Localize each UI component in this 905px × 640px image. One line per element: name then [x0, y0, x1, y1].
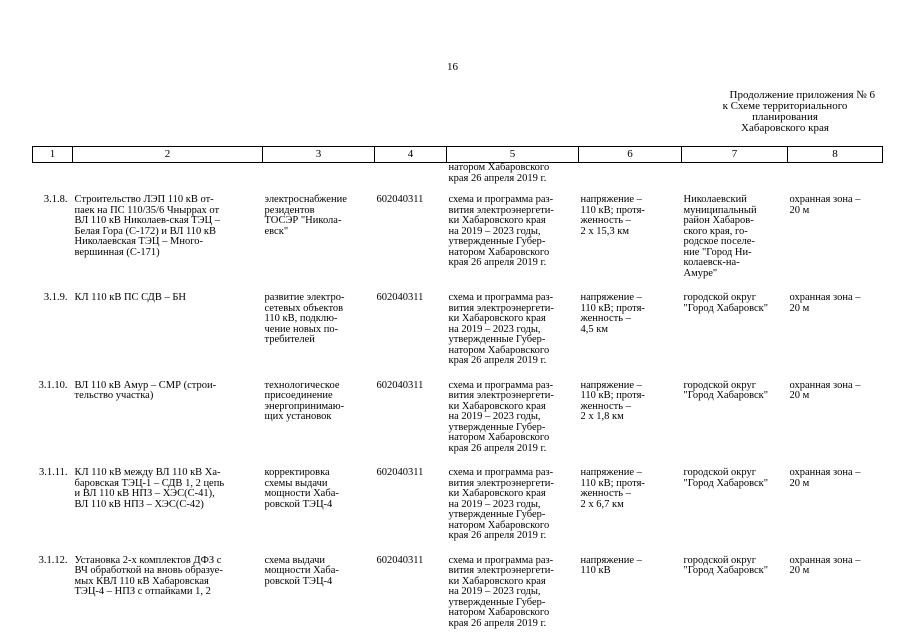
row-number: 3.1.8.: [43, 194, 68, 205]
object-basis: схема и программа раз- вития электроэнергети- ки Хабаровского края на 2019 – 2023 годы, утвержденные Губер- натором Хабаровского края 26 апреля 2019 г.: [448, 467, 554, 541]
row-number: 3.1.12.: [38, 554, 68, 566]
column-header: 3: [263, 147, 375, 163]
object-location: городской округ "Город Хабаровск": [683, 379, 769, 401]
object-name: КЛ 110 кВ между ВЛ 110 кВ Ха- баровская ТЭЦ-1 – СДВ 1, 2 цепь и ВЛ 110 кВ НПЗ – ХЭС(С-41), ВЛ 110 кВ НПЗ – ХЭС(С-42): [74, 467, 225, 510]
table-row: [33, 552, 883, 640]
object-basis: схема и программа раз- вития электроэнергети- ки Хабаровского края на 2019 – 2023 годы, утвержденные Губер- натором Хабаровского края 26 апреля 2019 г.: [448, 379, 554, 454]
object-zone: охранная зона – 20 м: [789, 467, 861, 489]
object-location: городской округ "Город Хабаровск": [683, 554, 769, 576]
appendix-line-1: Продолжение приложения № 6: [729, 89, 875, 101]
column-header: 4: [375, 147, 447, 163]
table-row: [33, 377, 883, 465]
object-name: КЛ 110 кВ ПС СДВ – БН: [74, 292, 186, 303]
table-row: [33, 464, 883, 552]
object-name: Установка 2-х комплектов ДФЗ с ВЧ обработкой на вновь образуе- мых КВЛ 110 кВ Хабаровская ТЭЦ-4 – НПЗ с отпайками 1, 2: [74, 554, 223, 597]
row-number: 3.1.11.: [39, 467, 68, 478]
row-number: 3.1.10.: [38, 379, 68, 391]
continuation-cell: натором Хабаровского края 26 апреля 2019 г.: [448, 162, 550, 184]
object-location: Николаевский муниципальный район Хабаров- ского края, го- родское поселе- ние "Город Ни- колаевск-на- Амуре": [683, 194, 757, 279]
object-purpose: технологическое присоединение энергопринимаю- щих установок: [264, 379, 345, 422]
object-basis: схема и программа раз- вития электроэнергети- ки Хабаровского края на 2019 – 2023 годы, утвержденные Губер- натором Хабаровского края 26 апреля 2019 г.: [448, 194, 554, 268]
table-header-row: [33, 147, 883, 163]
appendix-line-2: к Схеме территориального: [722, 100, 848, 112]
table-row: [33, 289, 883, 377]
continuation-row: [33, 163, 883, 192]
object-location: городской округ "Город Хабаровск": [683, 292, 769, 314]
object-purpose: корректировка схемы выдачи мощности Хаба- ровской ТЭЦ-4: [264, 467, 339, 510]
object-purpose: электроснабжение резидентов ТОСЭР "Никола- евск": [264, 194, 347, 237]
object-name: ВЛ 110 кВ Амур – СМР (строи- тельство участка): [74, 379, 217, 401]
column-header: 6: [579, 147, 682, 163]
object-name: Строительство ЛЭП 110 кВ от- паек на ПС 110/35/6 Чныррах от ВЛ 110 кВ Николаев-ская ТЭЦ – Белая Гора (С-172) и ВЛ 110 кВ Николаевская ТЭЦ – Много- вершинная (С-171): [74, 194, 220, 258]
object-zone: охранная зона – 20 м: [789, 554, 861, 576]
appendix-line-3: планирования: [752, 111, 818, 123]
column-header: 2: [73, 147, 263, 163]
object-zone: охранная зона – 20 м: [789, 194, 861, 216]
object-zone: охранная зона – 20 м: [789, 379, 861, 401]
object-code: 602040311: [376, 194, 424, 205]
object-code: 602040311: [376, 554, 424, 566]
object-params: напряжение – 110 кВ; протя- женность – 2 х 15,3 км: [580, 194, 645, 237]
object-purpose: схема выдачи мощности Хаба- ровской ТЭЦ-4: [264, 554, 339, 587]
object-location: городской округ "Город Хабаровск": [683, 467, 769, 489]
page-number: 16: [447, 61, 458, 73]
column-header: 5: [447, 147, 579, 163]
object-code: 602040311: [376, 379, 424, 391]
object-params: напряжение – 110 кВ; протя- женность – 2 х 6,7 км: [580, 467, 645, 510]
object-params: напряжение – 110 кВ; протя- женность – 2 х 1,8 км: [580, 379, 645, 422]
object-basis: схема и программа раз- вития электроэнергети- ки Хабаровского края на 2019 – 2023 годы, утвержденные Губер- натором Хабаровского края 26 апреля 2019 г.: [448, 292, 554, 366]
column-header: 7: [682, 147, 788, 163]
objects-table: [32, 146, 883, 639]
column-header: 8: [788, 147, 883, 163]
object-purpose: развитие электро- сетевых объектов 110 кВ, подклю- чение новых по- требителей: [264, 292, 345, 345]
object-params: напряжение – 110 кВ: [580, 554, 642, 576]
table-row: [33, 191, 883, 289]
object-basis: схема и программа раз- вития электроэнергети- ки Хабаровского края на 2019 – 2023 годы, утвержденные Губер- натором Хабаровского края 26 апреля 2019 г.: [448, 554, 554, 629]
row-number: 3.1.9.: [43, 292, 68, 303]
object-zone: охранная зона – 20 м: [789, 292, 861, 314]
appendix-line-4: Хабаровского края: [741, 122, 829, 134]
object-params: напряжение – 110 кВ; протя- женность – 4,5 км: [580, 292, 645, 335]
column-header: 1: [33, 147, 73, 163]
object-code: 602040311: [376, 292, 424, 303]
object-code: 602040311: [376, 467, 424, 478]
appendix-header: [680, 90, 890, 134]
